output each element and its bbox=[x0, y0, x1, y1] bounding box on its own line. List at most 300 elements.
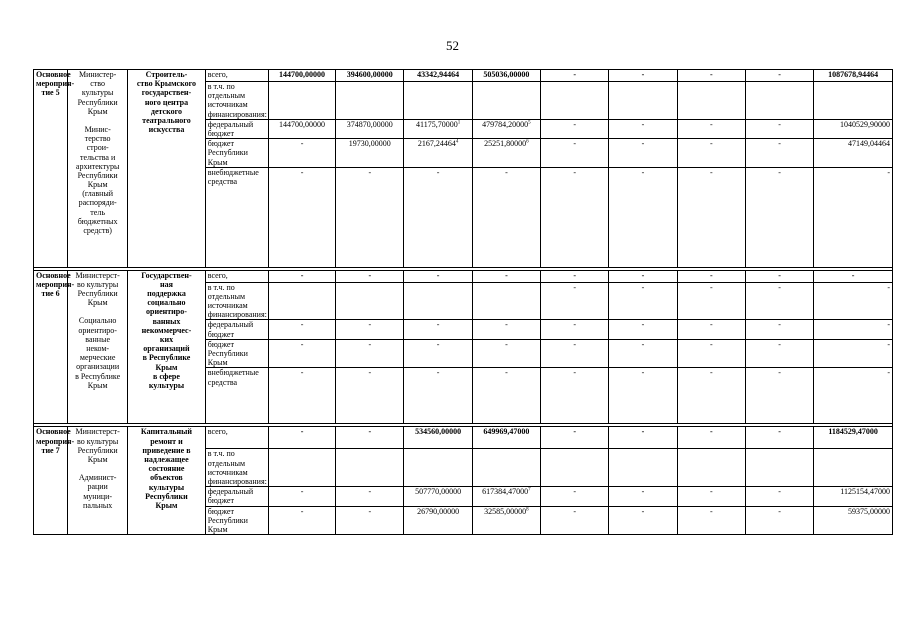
value-text: - bbox=[641, 487, 645, 497]
executor-line: муници- bbox=[83, 491, 113, 501]
value-cell bbox=[814, 167, 893, 267]
value-text: - bbox=[778, 368, 781, 378]
table-row bbox=[34, 70, 893, 82]
value-cell bbox=[268, 339, 335, 368]
value-cell bbox=[814, 506, 893, 535]
activity-name-line: ких bbox=[159, 335, 174, 344]
funding-source-cell: в т.ч. по отдельным источникам финансирования: bbox=[205, 82, 268, 120]
value-cell bbox=[336, 487, 404, 506]
value-cell bbox=[404, 320, 472, 339]
value-cell bbox=[814, 119, 893, 138]
value-cell bbox=[677, 339, 745, 368]
activity-name-line: в сфере bbox=[153, 371, 180, 381]
event-cell: Основное мероприя-тие 6 bbox=[34, 270, 68, 424]
value-cell bbox=[268, 320, 335, 339]
value-cell bbox=[472, 282, 540, 320]
activity-name-line: некоммерчес- bbox=[141, 325, 192, 335]
executor-line: Крым bbox=[87, 298, 108, 308]
value-cell bbox=[336, 139, 404, 168]
activity-name-cell bbox=[128, 70, 206, 268]
executor-line: Республики bbox=[77, 445, 118, 455]
value-text: 374870,00000 bbox=[346, 119, 393, 129]
value-cell bbox=[609, 70, 677, 82]
value-cell bbox=[268, 119, 335, 138]
value-cell bbox=[541, 167, 609, 267]
value-text: - bbox=[887, 320, 890, 330]
value-cell bbox=[677, 119, 745, 138]
executor-line bbox=[70, 116, 125, 125]
value-cell bbox=[609, 270, 677, 282]
value-text: - bbox=[778, 339, 781, 349]
value-cell bbox=[472, 368, 540, 424]
value-cell bbox=[745, 70, 813, 82]
value-text: - bbox=[778, 270, 781, 280]
activity-name-line: ная bbox=[159, 279, 173, 289]
value-text: 505036,00000 bbox=[483, 70, 530, 79]
value-cell bbox=[745, 139, 813, 168]
executor-line: во культуры bbox=[77, 279, 119, 289]
value-cell bbox=[814, 70, 893, 82]
value-text: - bbox=[573, 167, 577, 177]
value-text: 1125154,47000 bbox=[840, 487, 890, 497]
value-text: - bbox=[778, 282, 781, 292]
activity-name-line: Крым bbox=[155, 500, 178, 510]
value-text: - bbox=[887, 282, 890, 292]
value-cell bbox=[404, 270, 472, 282]
value-text: - bbox=[300, 506, 304, 516]
funding-source-cell: всего, bbox=[205, 270, 268, 282]
activity-name-line: театрального bbox=[142, 115, 191, 125]
value-cell bbox=[404, 339, 472, 368]
value-cell bbox=[814, 82, 893, 120]
value-text: - bbox=[300, 167, 304, 177]
value-cell bbox=[745, 282, 813, 320]
executor-line: Министер- bbox=[79, 70, 117, 79]
executor-line: строи- bbox=[86, 143, 109, 153]
value-cell bbox=[745, 368, 813, 424]
value-text: - bbox=[709, 70, 713, 79]
value-cell bbox=[404, 139, 472, 168]
funding-source-cell: федеральный бюджет bbox=[205, 119, 268, 138]
value-cell bbox=[268, 270, 335, 282]
value-text: - bbox=[778, 119, 781, 129]
value-cell bbox=[268, 427, 335, 449]
value-text: - bbox=[778, 167, 781, 177]
value-cell bbox=[268, 449, 335, 487]
value-cell bbox=[609, 167, 677, 267]
event-cell: Основное мероприя-тие 7 bbox=[34, 427, 68, 535]
value-cell bbox=[677, 368, 745, 424]
value-cell bbox=[745, 487, 813, 506]
value-cell bbox=[541, 70, 609, 82]
value-cell bbox=[472, 449, 540, 487]
value-cell bbox=[677, 270, 745, 282]
value-cell bbox=[336, 270, 404, 282]
value-cell bbox=[677, 70, 745, 82]
executor-line: мерческие bbox=[79, 353, 116, 363]
value-cell bbox=[472, 82, 540, 120]
value-cell bbox=[814, 320, 893, 339]
value-text: - bbox=[641, 368, 645, 378]
value-cell bbox=[541, 320, 609, 339]
value-cell bbox=[336, 368, 404, 424]
footnote-mark: 7 bbox=[528, 487, 531, 493]
value-text: - bbox=[573, 270, 577, 280]
value-text: - bbox=[505, 368, 508, 378]
value-text: - bbox=[641, 320, 645, 330]
executor-line: архитектуры bbox=[75, 161, 120, 171]
value-cell bbox=[745, 506, 813, 535]
activity-name-line: ремонт и bbox=[150, 436, 183, 446]
value-cell bbox=[814, 368, 893, 424]
value-cell bbox=[745, 167, 813, 267]
value-cell bbox=[472, 70, 540, 82]
value-text: - bbox=[709, 282, 713, 292]
value-text: - bbox=[573, 282, 577, 292]
value-text: - bbox=[641, 506, 645, 516]
executor-line: средств) bbox=[83, 226, 112, 235]
executor-line: Министерст- bbox=[75, 270, 120, 280]
value-text: - bbox=[573, 427, 577, 437]
value-text: - bbox=[641, 339, 645, 349]
value-cell bbox=[472, 487, 540, 506]
value-cell bbox=[814, 449, 893, 487]
value-text: - bbox=[436, 270, 440, 280]
value-text: - bbox=[709, 270, 713, 280]
funding-source-cell: федеральный бюджет bbox=[205, 320, 268, 339]
footnote-mark: 4 bbox=[455, 139, 459, 145]
value-text: - bbox=[368, 339, 372, 349]
value-cell bbox=[745, 82, 813, 120]
value-text: - bbox=[778, 320, 781, 330]
executor-line: тельства и bbox=[80, 152, 116, 162]
value-text: 617384,47000 bbox=[482, 487, 529, 497]
activity-name-line: организаций bbox=[143, 344, 190, 354]
activity-name-line: культуры bbox=[148, 380, 185, 390]
value-cell bbox=[609, 339, 677, 368]
value-cell bbox=[472, 506, 540, 535]
executor-line: организации bbox=[76, 362, 120, 372]
executor-line: бюджетных bbox=[77, 216, 118, 226]
value-cell bbox=[814, 339, 893, 368]
value-cell bbox=[268, 487, 335, 506]
value-cell bbox=[541, 449, 609, 487]
value-cell bbox=[609, 320, 677, 339]
value-text: - bbox=[368, 368, 372, 378]
value-text: - bbox=[641, 270, 645, 280]
executor-cell bbox=[68, 70, 128, 268]
executor-line: ориентиро- bbox=[78, 325, 117, 335]
value-text: - bbox=[709, 368, 713, 378]
value-text: - bbox=[505, 270, 508, 280]
footnote-mark: 1 bbox=[457, 120, 461, 126]
value-cell bbox=[472, 270, 540, 282]
activity-name-line: состояние bbox=[148, 464, 185, 474]
value-cell bbox=[609, 139, 677, 168]
value-cell bbox=[268, 70, 335, 82]
value-cell bbox=[541, 487, 609, 506]
value-cell bbox=[609, 119, 677, 138]
value-cell bbox=[745, 119, 813, 138]
value-text: - bbox=[368, 167, 372, 177]
executor-line: Крым bbox=[87, 454, 108, 464]
event-cell: Основное мероприя-тие 5 bbox=[34, 70, 68, 268]
value-text: - bbox=[300, 368, 304, 378]
value-text: - bbox=[300, 427, 304, 437]
value-cell bbox=[404, 506, 472, 535]
executor-line: Республики bbox=[77, 289, 118, 299]
value-cell bbox=[814, 487, 893, 506]
value-cell bbox=[814, 427, 893, 449]
value-cell bbox=[336, 70, 404, 82]
value-cell bbox=[404, 427, 472, 449]
value-cell bbox=[472, 167, 540, 267]
value-cell bbox=[541, 119, 609, 138]
value-text: - bbox=[778, 487, 781, 497]
value-cell bbox=[404, 449, 472, 487]
activity-name-line: Республики bbox=[145, 491, 188, 501]
value-cell bbox=[472, 119, 540, 138]
funding-source-cell: всего, bbox=[205, 70, 268, 82]
table-row bbox=[34, 270, 893, 282]
value-cell bbox=[745, 270, 813, 282]
funding-source-cell: федеральный бюджет bbox=[205, 487, 268, 506]
value-cell bbox=[745, 339, 813, 368]
executor-line: неком- bbox=[86, 344, 110, 353]
value-text: - bbox=[573, 487, 577, 497]
funding-source-cell: бюджет Республики Крым bbox=[205, 506, 268, 535]
value-text: 43342,94464 bbox=[417, 70, 460, 79]
activity-name-line: культуры bbox=[148, 482, 185, 492]
executor-cell bbox=[68, 270, 128, 424]
funding-source-cell: бюджет Республики Крым bbox=[205, 139, 268, 168]
value-text: - bbox=[300, 339, 304, 349]
executor-line: Социально bbox=[78, 316, 117, 326]
value-text: 47149,04464 bbox=[848, 139, 890, 149]
table-row bbox=[34, 427, 893, 449]
value-cell bbox=[336, 449, 404, 487]
value-cell bbox=[677, 282, 745, 320]
footnote-mark: 5 bbox=[528, 120, 531, 126]
executor-line: Минис- bbox=[84, 124, 111, 134]
footnote-mark: 6 bbox=[526, 139, 529, 145]
funding-source-cell: в т.ч. по отдельным источникам финансирования: bbox=[205, 282, 268, 320]
value-text: 1184529,47000 bbox=[828, 427, 878, 437]
executor-line: в Республике bbox=[75, 371, 121, 381]
value-text: - bbox=[368, 320, 372, 330]
value-cell bbox=[609, 427, 677, 449]
activity-name-line: в Республике bbox=[142, 353, 191, 363]
executor-line: Крым bbox=[87, 380, 108, 390]
value-text: - bbox=[573, 70, 577, 79]
value-text: 534560,00000 bbox=[415, 427, 462, 437]
value-text: - bbox=[641, 70, 645, 79]
value-text: - bbox=[851, 270, 855, 280]
value-cell bbox=[336, 320, 404, 339]
value-text: 32585,00000 bbox=[484, 506, 527, 516]
value-cell bbox=[541, 270, 609, 282]
activity-name-line: объектов bbox=[150, 473, 183, 483]
executor-line bbox=[70, 464, 125, 473]
value-text: - bbox=[709, 139, 713, 149]
value-cell bbox=[268, 167, 335, 267]
value-text: - bbox=[887, 167, 890, 177]
value-cell bbox=[814, 282, 893, 320]
value-cell bbox=[404, 119, 472, 138]
funding-source-cell: внебюджетные средства bbox=[205, 368, 268, 424]
value-cell bbox=[472, 339, 540, 368]
funding-source-cell: всего, bbox=[205, 427, 268, 449]
value-cell bbox=[336, 506, 404, 535]
value-cell bbox=[609, 82, 677, 120]
value-text: - bbox=[436, 368, 440, 378]
activity-name-line: детского bbox=[150, 106, 183, 116]
value-cell bbox=[814, 270, 893, 282]
activity-name-line: Государствен- bbox=[141, 270, 192, 280]
value-text: - bbox=[368, 506, 372, 516]
value-text: - bbox=[368, 487, 372, 497]
executor-line: Министерст- bbox=[75, 427, 120, 437]
value-text: - bbox=[436, 320, 440, 330]
value-text: 479784,20000 bbox=[482, 119, 529, 129]
value-text: - bbox=[573, 119, 577, 129]
budget-table bbox=[33, 69, 893, 535]
value-cell bbox=[745, 427, 813, 449]
value-cell bbox=[609, 487, 677, 506]
value-cell bbox=[404, 282, 472, 320]
value-cell bbox=[814, 139, 893, 168]
value-text: 25251,80000 bbox=[484, 139, 527, 149]
executor-line: ство bbox=[90, 79, 106, 89]
activity-name-line: государствен- bbox=[141, 88, 192, 98]
value-text: 41175,70000 bbox=[416, 119, 458, 129]
executor-line: культуры bbox=[81, 88, 114, 98]
value-cell bbox=[541, 339, 609, 368]
value-text: - bbox=[709, 506, 713, 516]
value-cell bbox=[541, 368, 609, 424]
value-cell bbox=[472, 320, 540, 339]
value-text: 507770,00000 bbox=[415, 487, 462, 497]
value-text: - bbox=[778, 139, 781, 149]
value-cell bbox=[268, 282, 335, 320]
footnote-mark: 8 bbox=[526, 506, 529, 512]
value-cell bbox=[677, 139, 745, 168]
executor-line: терство bbox=[84, 134, 111, 144]
value-cell bbox=[677, 427, 745, 449]
value-cell bbox=[268, 506, 335, 535]
value-text: - bbox=[573, 506, 577, 516]
value-cell bbox=[541, 427, 609, 449]
executor-line: рации bbox=[87, 482, 108, 492]
executor-line: Крым bbox=[87, 106, 108, 116]
value-text: - bbox=[505, 320, 508, 330]
value-cell bbox=[677, 320, 745, 339]
activity-name-cell bbox=[128, 270, 206, 424]
value-text: - bbox=[709, 487, 713, 497]
value-text: 1087678,94464 bbox=[828, 70, 879, 79]
value-cell bbox=[609, 282, 677, 320]
value-cell bbox=[268, 82, 335, 120]
value-cell bbox=[336, 119, 404, 138]
activity-name-line: социально bbox=[147, 298, 186, 308]
activity-name-line: искусства bbox=[148, 125, 185, 135]
value-text: - bbox=[887, 368, 890, 378]
value-cell bbox=[745, 449, 813, 487]
value-cell bbox=[541, 82, 609, 120]
executor-line: Админист- bbox=[78, 473, 117, 483]
value-text: - bbox=[505, 167, 508, 177]
value-text: - bbox=[300, 270, 304, 280]
executor-line: пальных bbox=[83, 500, 113, 510]
value-cell bbox=[336, 167, 404, 267]
activity-name-line: поддержка bbox=[147, 289, 186, 299]
value-cell bbox=[609, 449, 677, 487]
value-text: 649969,47000 bbox=[483, 427, 530, 437]
value-cell bbox=[677, 487, 745, 506]
value-cell bbox=[404, 368, 472, 424]
value-cell bbox=[472, 139, 540, 168]
activity-name-cell bbox=[128, 427, 206, 535]
value-text: - bbox=[436, 167, 440, 177]
activity-name-line: ство Крымского bbox=[136, 79, 197, 89]
value-text: - bbox=[709, 339, 713, 349]
executor-line bbox=[70, 307, 125, 316]
value-text: - bbox=[778, 506, 781, 516]
value-text: - bbox=[887, 339, 890, 349]
value-text: - bbox=[300, 320, 304, 330]
value-text: - bbox=[709, 167, 713, 177]
value-text: 394600,00000 bbox=[346, 70, 393, 79]
activity-name-line: Крым bbox=[155, 362, 178, 372]
value-text: - bbox=[641, 119, 645, 129]
value-text: 144700,00000 bbox=[279, 119, 326, 129]
value-cell bbox=[677, 82, 745, 120]
activity-name-line: ванных bbox=[152, 316, 181, 326]
activity-name-line: Капитальный bbox=[140, 427, 192, 437]
activity-name-line: надлежащее bbox=[144, 454, 189, 464]
value-text: - bbox=[778, 70, 781, 79]
value-cell bbox=[472, 427, 540, 449]
value-cell bbox=[609, 506, 677, 535]
executor-line: Республики bbox=[77, 170, 118, 180]
funding-source-cell: в т.ч. по отдельным источникам финансирования: bbox=[205, 449, 268, 487]
funding-source-cell: бюджет Республики Крым bbox=[205, 339, 268, 368]
value-cell bbox=[609, 368, 677, 424]
value-cell bbox=[541, 139, 609, 168]
value-text: - bbox=[641, 139, 645, 149]
executor-line: во культуры bbox=[77, 436, 119, 446]
value-cell bbox=[677, 506, 745, 535]
value-cell bbox=[404, 82, 472, 120]
page-number: 52 bbox=[446, 38, 459, 53]
value-cell bbox=[404, 167, 472, 267]
value-text: - bbox=[573, 339, 577, 349]
value-cell bbox=[541, 506, 609, 535]
value-text: - bbox=[641, 167, 645, 177]
value-text: - bbox=[300, 487, 304, 497]
value-text: - bbox=[573, 368, 577, 378]
value-text: - bbox=[368, 270, 372, 280]
value-text: - bbox=[709, 320, 713, 330]
value-cell bbox=[404, 70, 472, 82]
value-text: 19730,00000 bbox=[348, 139, 391, 149]
activity-name-line: приведение в bbox=[142, 445, 191, 455]
value-text: 1040529,90000 bbox=[840, 119, 890, 129]
executor-line: Крым bbox=[87, 180, 108, 190]
executor-line: распоряди- bbox=[78, 198, 117, 208]
executor-line: Республики bbox=[77, 97, 118, 107]
value-cell bbox=[268, 368, 335, 424]
